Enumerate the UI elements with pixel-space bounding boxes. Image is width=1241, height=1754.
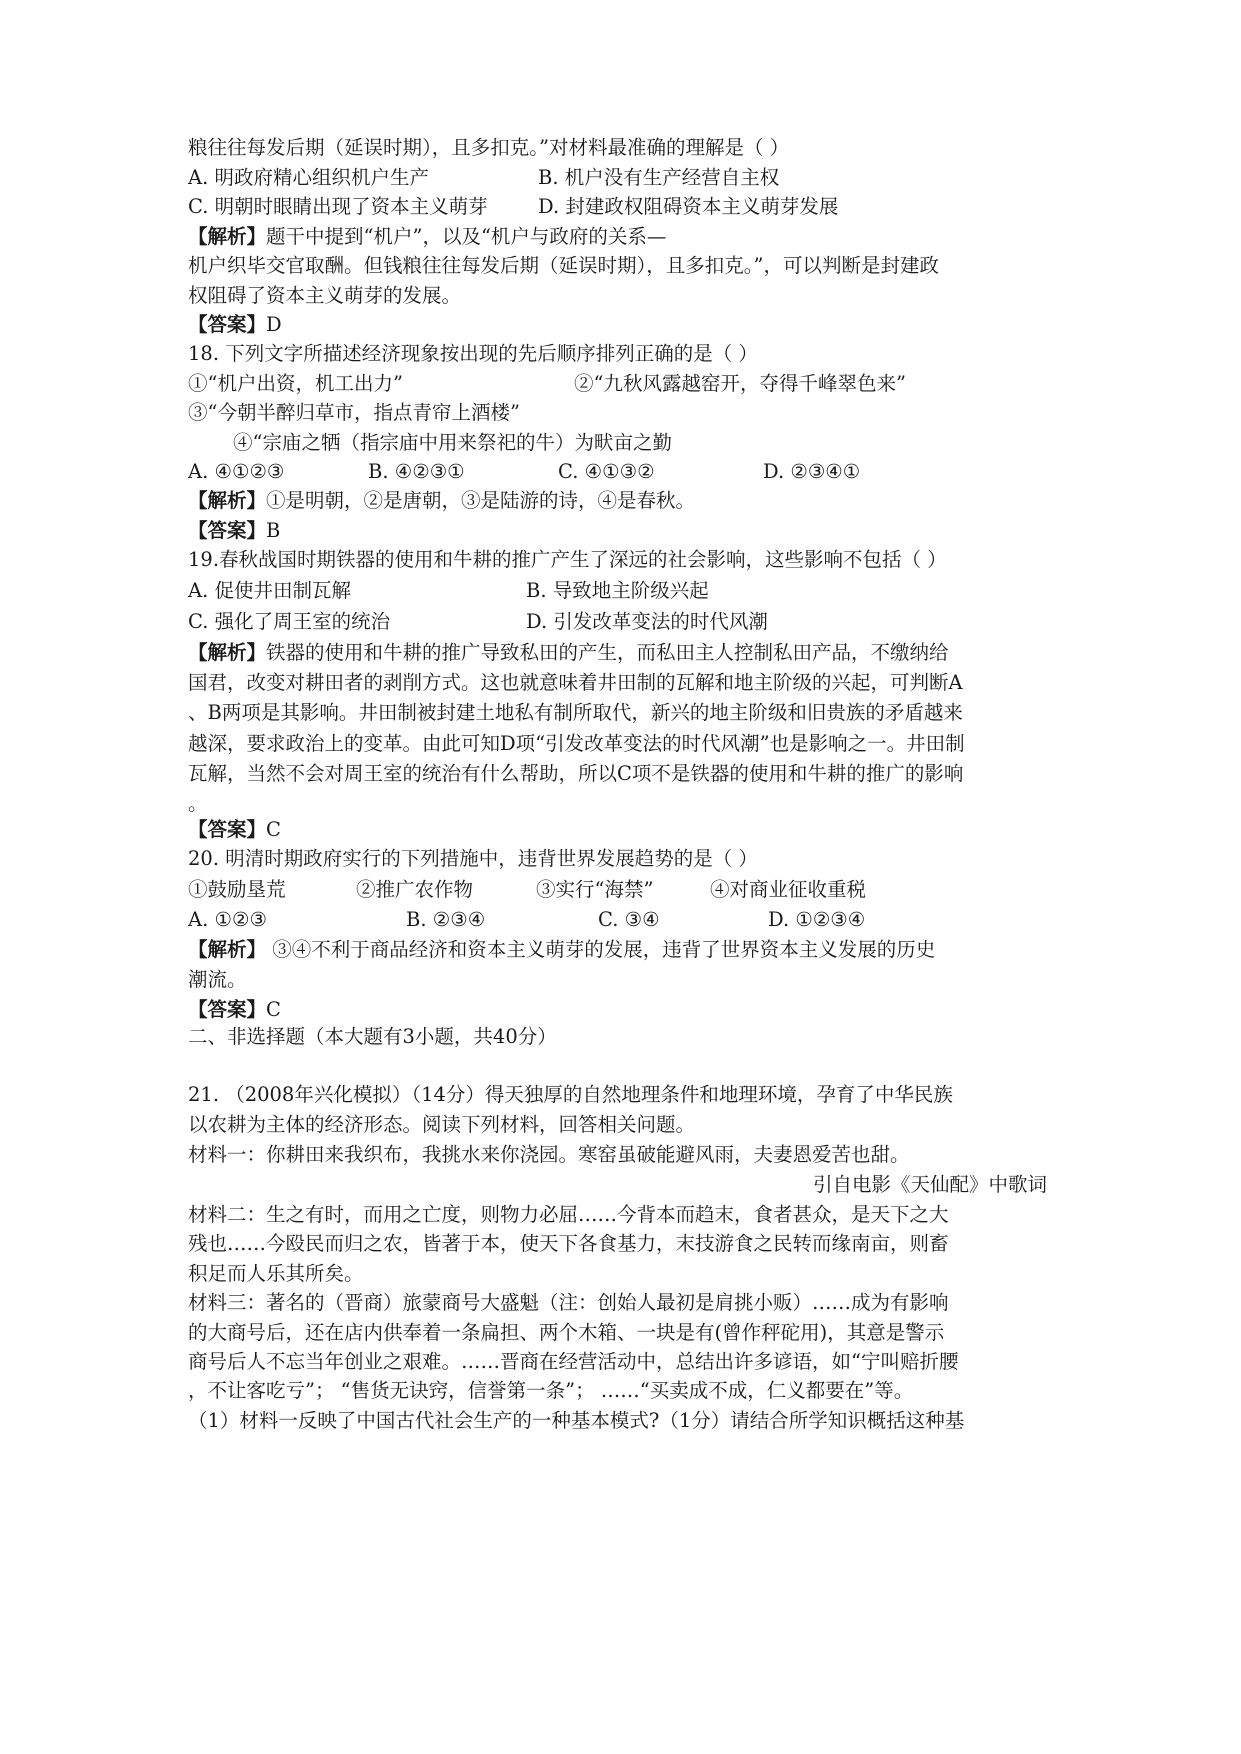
q21-material-3-line-3: 商号后人不忘当年创业之艰难。……晋商在经营活动中，总结出许多谚语，如“宁叫赔折腰 [188,1350,959,1373]
q19-analysis-line-3: 、B两项是其影响。井田制被封建土地私有制所取代，新兴的地主阶级和旧贵族的矛盾越来 [188,701,963,724]
q17-analysis-line-3: 权阻碍了资本主义萌芽的发展。 [188,284,462,307]
q19-options-row-2 [188,610,768,634]
q20-item-3: ③实行“海禁” [536,878,654,901]
q20-option-c: C. ③④ [598,908,660,931]
q18-item-4: ④“宗庙之牺（指宗庙中用来祭祀的牛）为畎亩之勤 [233,431,672,454]
q19-option-c: C. 强化了周王室的统治 [188,610,391,633]
q17-answer-label: 【答案】 [188,313,267,336]
q20-item-1: ①鼓励垦荒 [188,878,286,901]
q21-material-3-line-2: 的大商号后，还在店内供奉着一条扁担、两个木箱、一块是有(曾作秤砣用)，其意是警示 [188,1321,945,1344]
q20-option-d: D. ①②③④ [768,908,866,931]
q21-material-3-line-1: 材料三：著名的（晋商）旅蒙商号大盛魁（注：创始人最初是肩挑小贩）……成为有影响 [188,1291,949,1314]
q17-stem-tail: 粮往往每发后期（延误时期），且多扣克。”对材料最准确的理解是（ ） [188,136,790,159]
q17-option-a: A. 明政府精心组织机户生产 [188,166,429,189]
q18-analysis [188,489,695,513]
q20-analysis-line-1: ③④不利于商品经济和资本主义萌芽的发展，违背了世界资本主义发展的历史 [266,938,936,961]
q19-answer [188,818,281,842]
q18-option-c: C. ④①③② [558,460,655,483]
q19-answer-label: 【答案】 [188,818,267,841]
q20-analysis-line-2: 潮流。 [188,968,247,991]
q21-stem-line-1: 21. （2008年兴化模拟）（14分）得天独厚的自然地理条件和地理环境，孕育了中华民族 [188,1083,953,1106]
q20-options-row [188,908,866,932]
q17-option-d: D. 封建政权阻碍资本主义萌芽发展 [538,195,839,218]
q19-option-d: D. 引发改革变法的时代风潮 [526,610,768,633]
q17-analysis-line-1: 题干中提到“机户”，以及“机户与政府的关系— [266,225,667,248]
q19-analysis-line-4: 越深，要求政治上的变革。由此可知D项“引发改革变法的时代风潮”也是影响之一。井田制 [188,732,965,755]
q19-options-row-1 [188,579,709,603]
q18-items-row-1 [188,372,906,396]
q18-options-row [188,460,861,484]
q20-answer-value: C [266,998,281,1021]
q19-answer-value: C [266,818,281,841]
q18-answer [188,519,280,543]
q18-option-d: D. ②③④① [763,460,861,483]
q20-answer [188,998,281,1022]
q19-analysis-line-1: 铁器的使用和牛耕的推广导致私田的产生，而私田主人控制私田产品，不缴纳给 [266,641,949,664]
q19-analysis [188,641,949,665]
q18-analysis-label: 【解析】 [188,489,267,512]
q18-item-1: ①“机户出资，机工出力” [188,372,403,395]
q20-option-b: B. ②③④ [406,908,486,931]
q19-stem: 19.春秋战国时期铁器的使用和牛耕的推广产生了深远的社会影响，这些影响不包括（ ） [188,548,947,571]
q18-stem: 18. 下列文字所描述经济现象按出现的先后顺序排列正确的是（ ） [188,342,758,365]
q20-item-4: ④对商业征收重税 [710,878,867,901]
q19-analysis-line-6: 。 [188,792,208,815]
q19-analysis-line-2: 国君，改变对耕田者的剥削方式。这也就意味着井田制的瓦解和地主阶级的兴起，可判断A [188,671,963,694]
q18-option-a: A. ④①②③ [188,460,285,483]
q18-answer-value: B [266,519,281,542]
q21-material-2-line-3: 积足而人乐其所矣。 [188,1262,364,1285]
q21-material-3-line-4: ，不让客吃亏”； “售货无诀窍，信誉第一条”； ……“买卖成不成，仁义都要在”等。 [188,1379,914,1402]
q20-item-2: ②推广农作物 [356,878,474,901]
q19-analysis-label: 【解析】 [188,641,267,664]
q18-answer-label: 【答案】 [188,519,267,542]
q21-material-1: 材料一：你耕田来我织布，我挑水来你浇园。寒窑虽破能避风雨，夫妻恩爱苦也甜。 [188,1143,910,1166]
q21-stem-line-2: 以农耕为主体的经济形态。阅读下列材料，回答相关问题。 [188,1113,696,1136]
q17-option-b: B. 机户没有生产经营自主权 [538,166,780,189]
q21-material-2-line-2: 残也……今殴民而归之农，皆著于本，使天下各食基力，末技游食之民转而缘南亩，则畜 [188,1232,949,1255]
q17-answer [188,313,282,337]
q17-options-row-1 [188,166,780,190]
q17-analysis-line-2: 机户织毕交官取酬。但钱粮往往每发后期（延误时期），且多扣克。”，可以判断是封建政 [188,254,939,277]
q20-stem: 20. 明清时期政府实行的下列措施中，违背世界发展趋势的是（ ） [188,847,758,870]
q19-option-a: A. 促使井田制瓦解 [188,579,351,602]
q17-analysis-label: 【解析】 [188,225,267,248]
q17-answer-value: D [266,313,282,336]
q18-option-b: B. ④②③① [368,460,465,483]
q21-material-1-source: 引自电影《天仙配》中歌词 [812,1173,1047,1196]
q18-analysis-text: ①是明朝，②是唐朝，③是陆游的诗，④是春秋。 [266,489,696,512]
section-2-heading: 二、非选择题（本大题有3小题，共40分） [188,1025,557,1048]
q19-option-b: B. 导致地主阶级兴起 [526,579,709,602]
q21-subquestion-1: （1）材料一反映了中国古代社会生产的一种基本模式?（1分）请结合所学知识概括这种基 [188,1409,965,1432]
q20-items-row [188,878,867,902]
q18-item-3: ③“今朝半醉归草市，指点青帘上酒楼” [188,401,520,424]
q20-analysis-label: 【解析】 [188,938,267,961]
q17-options-row-2 [188,195,839,219]
q20-answer-label: 【答案】 [188,998,267,1021]
q18-item-2: ②“九秋风露越窑开，夺得千峰翠色来” [574,372,906,395]
q21-material-2-line-1: 材料二：生之有时，而用之亡度，则物力必屈……今背本而趋末，食者甚众，是天下之大 [188,1203,949,1226]
q17-option-c: C. 明朝时眼睛出现了资本主义萌芽 [188,195,488,218]
q20-option-a: A. ①②③ [188,908,267,931]
q20-analysis [188,938,935,962]
q17-analysis [188,225,666,249]
q19-analysis-line-5: 瓦解，当然不会对周王室的统治有什么帮助，所以C项不是铁器的使用和牛耕的推广的影响 [188,762,964,785]
